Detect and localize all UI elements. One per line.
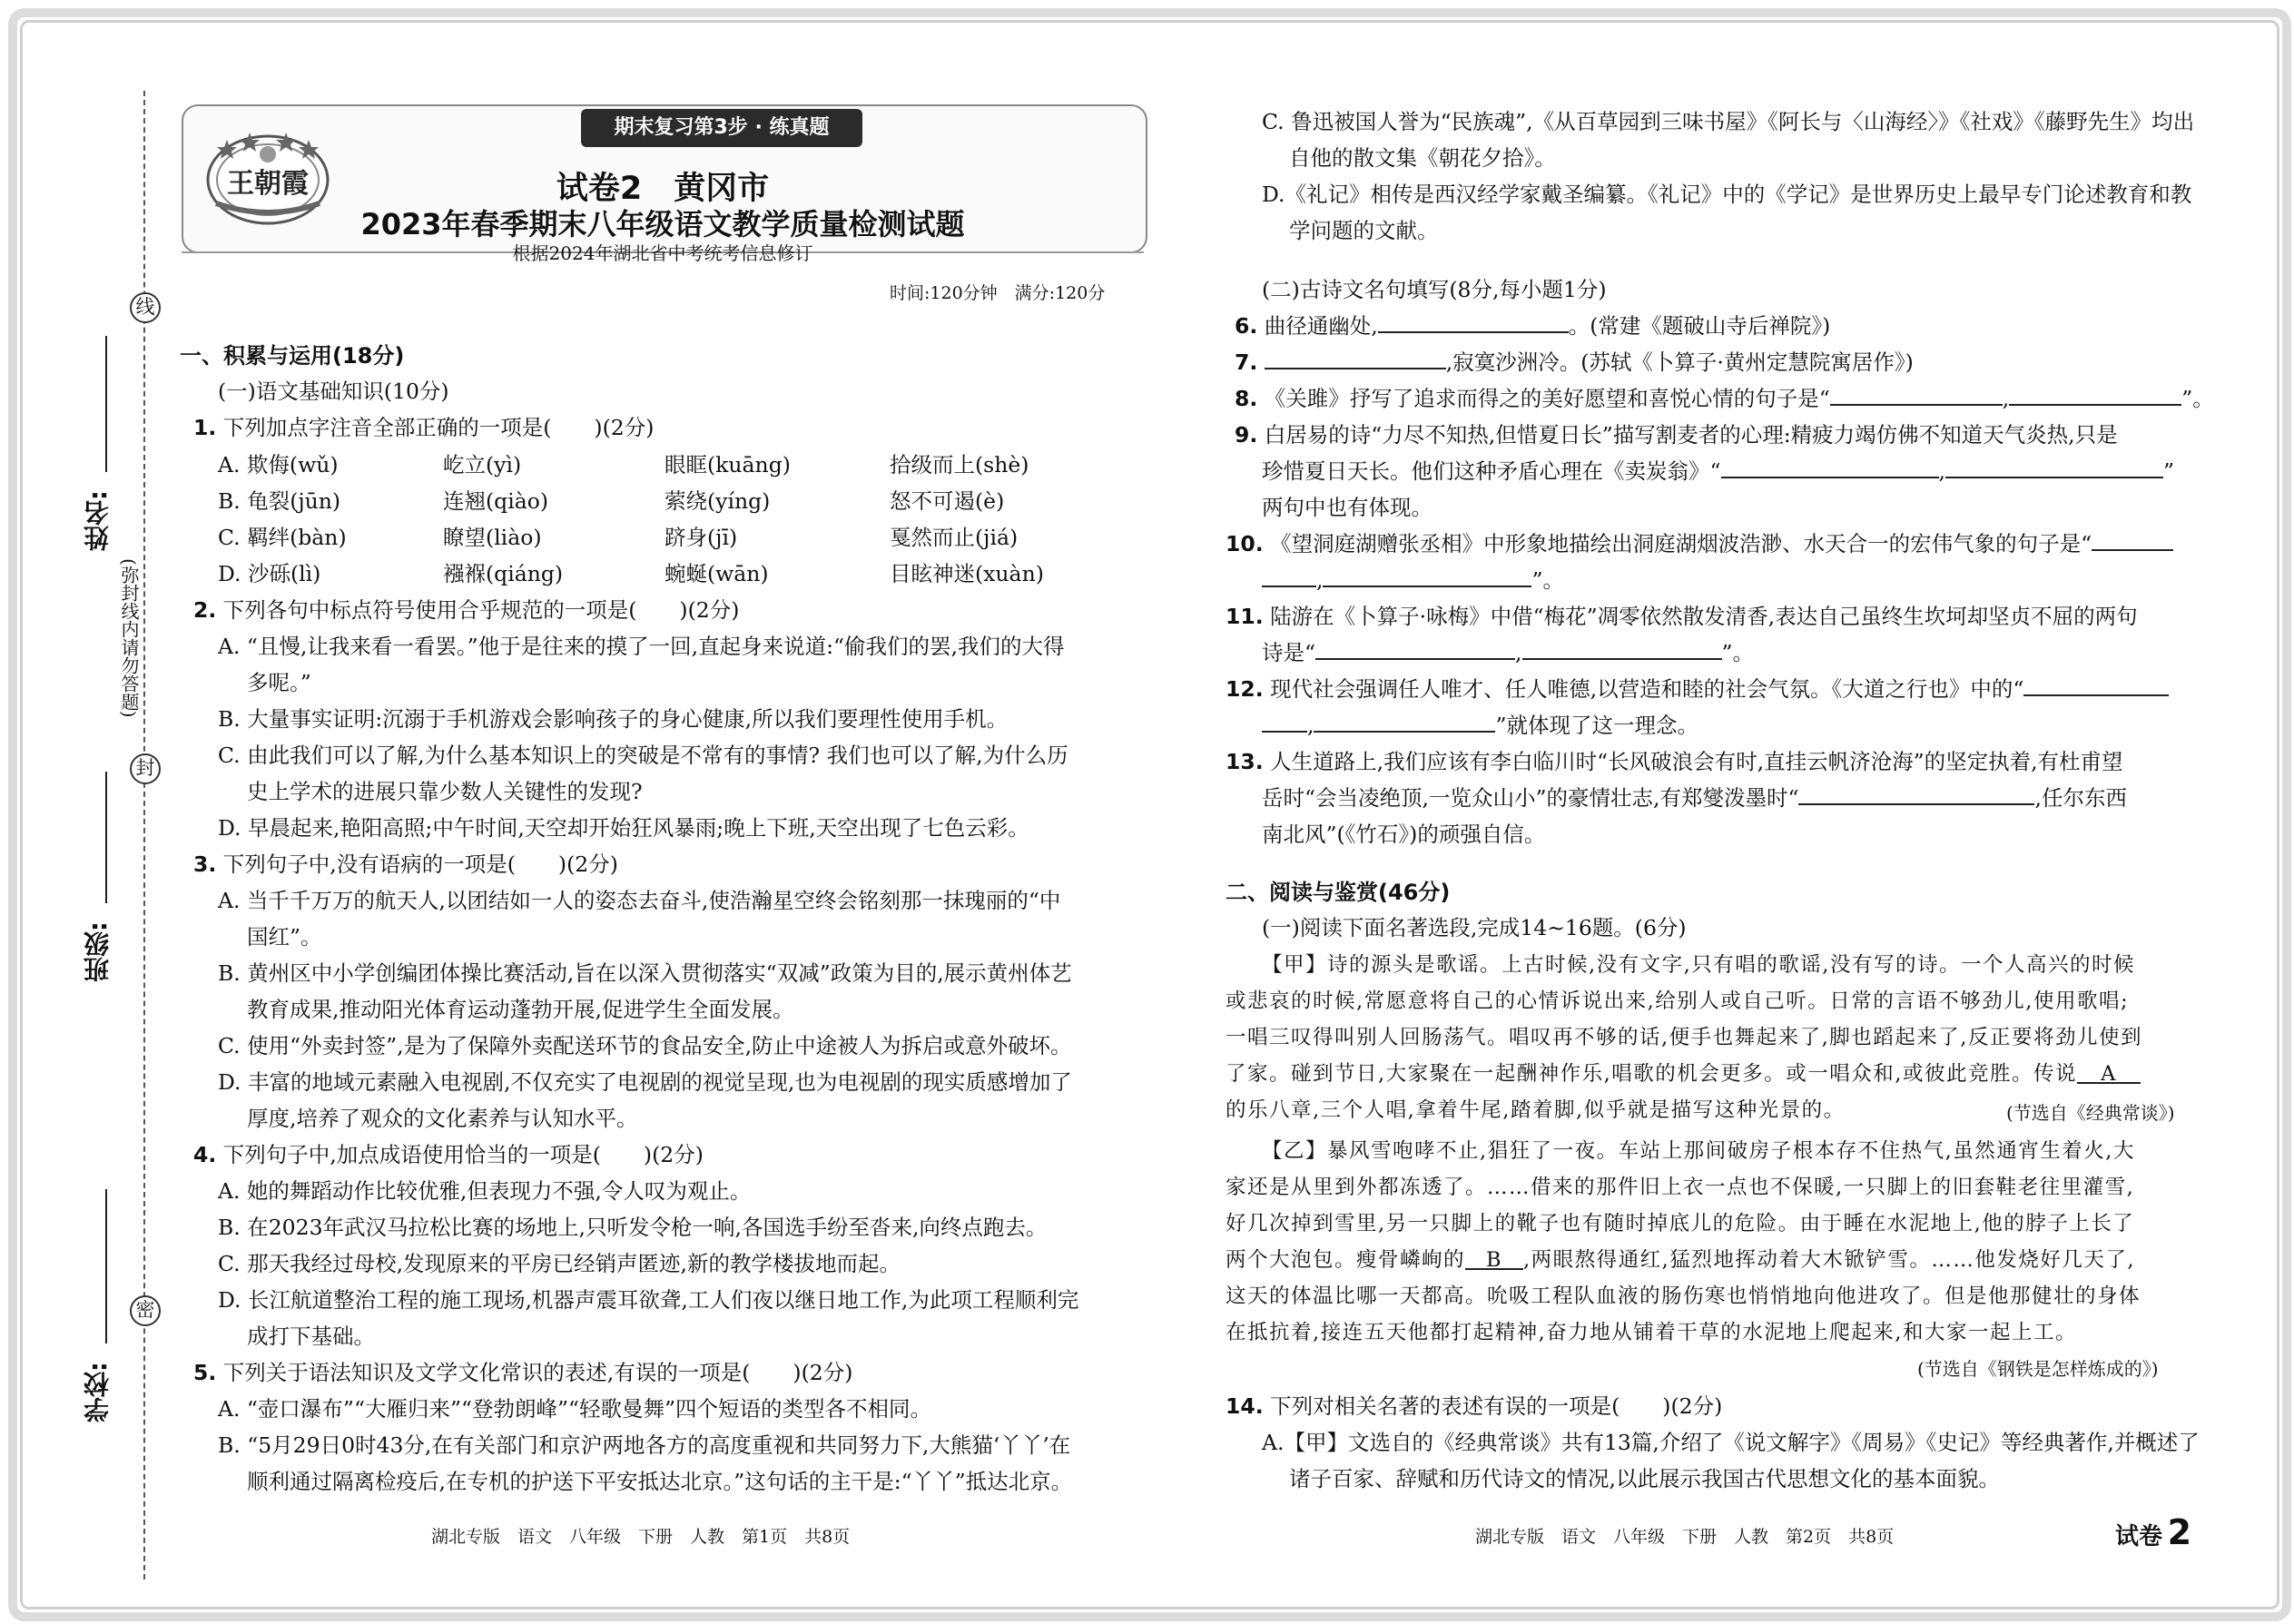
q10-number: 10. [1226, 531, 1264, 556]
question-3 [193, 847, 618, 878]
question-2 [193, 593, 739, 624]
q3-stem: 下列句子中,没有语病的一项是( )(2分) [222, 851, 618, 877]
q11-blank-1[interactable] [1315, 638, 1515, 660]
q5-option-b: B. “5月29日0时43分,在有关部门和京沪两地各方的高度重视和共同努力下,大熊猫‘丫丫’在 [218, 1432, 1071, 1458]
q12-line-2 [1262, 708, 1698, 739]
q10-line-2 [1262, 563, 1564, 594]
q11-blank-2[interactable] [1522, 638, 1722, 660]
q4-option-a: A. 她的舞蹈动作比较优雅,但表现力不强,令人叹为观止。 [218, 1178, 752, 1204]
q3-option-d: D. 丰富的地域元素融入电视剧,不仅充实了电视剧的视觉呈现,也为电视剧的现实质感增加了 [218, 1069, 1072, 1095]
passage-jia-line: 的乐八章,三个人唱,拿着牛尾,踏着脚,似乎就是描写这种光景的。 [1226, 1098, 1846, 1122]
q6-text: 曲径通幽处, [1264, 313, 1378, 339]
q1-option-cell: 萦绕(yíng) [665, 488, 771, 514]
q4-option-c: C. 那天我经过母校,发现原来的平房已经销声匿迹,新的教学楼拔地而起。 [218, 1251, 901, 1276]
footer-right: 湖北专版 语文 八年级 下册 人教 第2页 共8页 [1475, 1527, 1895, 1547]
subsection-3-heading: (一)阅读下面名著选段,完成14~16题。(6分) [1262, 915, 1687, 940]
q13-line-3: 南北风”(《竹石》)的顽强自信。 [1262, 822, 1546, 847]
q7-blank[interactable] [1265, 348, 1446, 369]
q10-text: 《望洞庭湖赠张丞相》中形象地描绘出洞庭湖烟波浩渺、水天合一的宏伟气象的句子是“ [1270, 531, 2092, 556]
q3-option-a: A. 当千千万万的航天人,以团结如一人的姿态去奋斗,使浩瀚星空终会铭刻那一抹瑰丽的“中 [218, 888, 1061, 913]
question-12 [1226, 672, 2169, 703]
badge-label: 试卷 [2115, 1523, 2163, 1550]
q8-comma: , [2002, 386, 2010, 411]
q5-stem: 下列关于语法知识及文学文化常识的表述,有误的一项是( )(2分) [222, 1360, 853, 1385]
paper-subtitle: 2023年春季期末八年级语文教学质量检测试题 [360, 207, 965, 241]
q1-option-cell: 襁褓(qiáng) [443, 561, 564, 586]
q11-number: 11. [1226, 604, 1264, 629]
passage-yi-text: 两个大泡包。瘦骨嶙峋的 [1226, 1248, 1466, 1272]
q5-option-c-cont: 自他的散文集《朝花夕拾》。 [1289, 145, 1556, 171]
passage-blank-a: A [2077, 1062, 2141, 1084]
q1-option-cell: 蜿蜒(wān) [665, 561, 769, 586]
q9-number: 9. [1235, 422, 1258, 448]
q4-option-d: D. 长江航道整治工程的施工现场,机器声震耳欲聋,工人们夜以继日地工作,为此项工程顺利完 [218, 1287, 1079, 1313]
q2-stem: 下列各句中标点符号使用合乎规范的一项是( )(2分) [222, 597, 740, 623]
q10-comma: , [1316, 567, 1324, 593]
q5-option-d: D.《礼记》相传是西汉经学家戴圣编纂。《礼记》中的《学记》是世界历史上最早专门论述教育和教 [1262, 182, 2192, 207]
question-14 [1226, 1389, 1722, 1420]
q3-option-b-cont: 教育成果,推动阳光体育运动蓬勃开展,促进学生全面发展。 [247, 997, 794, 1022]
q12-comma: , [1307, 713, 1314, 738]
q9-text: 白居易的诗“力尽不知热,但惜夏日长”描写割麦者的心理:精疲力竭仿佛不知道天气炎热,只是 [1264, 422, 2118, 448]
subsection-2-heading: (二)古诗文名句填写(8分,每小题1分) [1262, 277, 1607, 302]
q1-option-cell: 跻身(jī) [665, 525, 738, 550]
q11-comma: , [1515, 640, 1522, 665]
q1-option-cell: 瞭望(liào) [443, 525, 542, 550]
q5-number: 5. [193, 1360, 217, 1385]
passage-jia-line: 【甲】诗的源头是歌谣。上古时候,没有文字,只有唱的歌谣,没有写的诗。一个人高兴的时候 [1262, 953, 2135, 977]
passage-yi-line [1226, 1244, 2135, 1273]
q1-stem: 下列加点字注音全部正确的一项是( )(2分) [222, 415, 655, 440]
q3-number: 3. [193, 851, 217, 877]
q2-number: 2. [193, 597, 217, 623]
q11-line-2 [1262, 635, 1754, 666]
seal-mark-mi: 密 [130, 1295, 161, 1326]
question-4 [193, 1137, 704, 1168]
q9-end: ” [2163, 458, 2175, 484]
q4-number: 4. [193, 1142, 217, 1167]
question-5 [193, 1355, 852, 1386]
q13-number: 13. [1226, 749, 1264, 774]
class-field[interactable] [105, 772, 107, 903]
seal-mark-feng: 封 [130, 753, 161, 784]
q12-blank-1a[interactable] [2023, 674, 2169, 696]
q2-option-c: C. 由此我们可以了解,为什么基本知识上的突破是不常有的事情? 我们也可以了解,为什么历 [218, 743, 1068, 768]
q1-number: 1. [193, 415, 217, 440]
passage-jia-line [1226, 1058, 2141, 1087]
section-1-heading: 一、积累与运用(18分) [180, 343, 405, 369]
question-1 [193, 410, 654, 441]
q14-option-a: A.【甲】文选自的《经典常谈》共有13篇,介绍了《说文解字》《周易》《史记》等经典著作,并概述了 [1262, 1430, 2200, 1455]
q12-number: 12. [1226, 676, 1264, 702]
q11-text-2: 诗是“ [1262, 640, 1316, 665]
question-10 [1226, 527, 2173, 557]
footer-left: 湖北专版 语文 八年级 下册 人教 第1页 共8页 [431, 1527, 851, 1547]
q5-option-c: C. 鲁迅被国人誉为“民族魂”,《从百草园到三味书屋》《阿长与〈山海经〉》《社戏》《藤野先生》均出 [1262, 109, 2195, 134]
q14-stem: 下列对相关名著的表述有误的一项是( )(2分) [1270, 1393, 1723, 1419]
q6-blank[interactable] [1378, 311, 1569, 333]
question-7 [1235, 345, 1914, 376]
passage-jia-line: 或悲哀的时候,常愿意将自己的心情诉说出来,给别人或自己听。日常的言语不够劲儿,使用歌唱; [1226, 989, 2130, 1013]
q1-option-cell: 拾级而上(shè) [890, 452, 1029, 477]
q1-option-row: A. 欺侮(wǔ) [218, 452, 339, 477]
q9-line-3: 两句中也有体现。 [1262, 495, 1433, 520]
q8-end: ”。 [2181, 386, 2214, 411]
q9-comma: , [1938, 458, 1945, 484]
class-label: 班级: [83, 921, 113, 983]
passage-jia-text: 了家。碰到节日,大家聚在一起酬神作乐,唱歌的机会更多。或一唱众和,或彼此竞胜。传说 [1226, 1062, 2077, 1086]
q8-blank-1[interactable] [1830, 384, 2003, 406]
name-label: 姓名: [83, 490, 113, 552]
q1-option-row: C. 羁绊(bàn) [218, 525, 347, 550]
seal-note: (弥封线内请勿答题) [118, 558, 140, 718]
q13-blank[interactable] [1798, 783, 2034, 805]
q1-option-cell: 屹立(yì) [443, 452, 522, 477]
q10-end: ”。 [1531, 567, 1564, 593]
passage-jia-line: 一唱三叹得叫别人回肠荡气。唱叹再不够的话,便手也舞起来了,脚也蹈起来了,反正要将劲儿使到 [1226, 1026, 2142, 1049]
q9-blank-1[interactable] [1721, 457, 1939, 478]
seal-mark-xian: 线 [130, 292, 161, 323]
q4-option-d-cont: 成打下基础。 [247, 1324, 375, 1349]
q9-line-2 [1262, 454, 2174, 485]
school-field[interactable] [105, 1189, 107, 1343]
q12-end: ”就体现了这一理念。 [1495, 713, 1698, 738]
q3-option-c: C. 使用“外卖封签”,是为了保障外卖配送环节的食品安全,防止中途被人为拆启或意外破坏。 [218, 1033, 1072, 1058]
q1-option-cell: 眼眶(kuāng) [665, 452, 791, 477]
q13-text: 人生道路上,我们应该有李白临川时“长风破浪会有时,直挂云帆济沧海”的坚定执着,有杜甫望 [1270, 749, 2123, 774]
q14-option-a-cont: 诸子百家、辞赋和历代诗文的情况,以此展示我国古代思想文化的基本面貌。 [1289, 1466, 2000, 1491]
q6-number: 6. [1235, 313, 1258, 339]
revision-note: 根据2024年湖北省中考统考信息修订 [512, 242, 813, 264]
q2-option-b: B. 大量事实证明:沉溺于手机游戏会影响孩子的身心健康,所以我们要理性使用手机。 [218, 706, 1009, 732]
q10-blank-1b[interactable] [1262, 566, 1316, 587]
section-2-heading: 二、阅读与鉴赏(46分) [1226, 880, 1451, 905]
q1-option-row: D. 沙砾(lì) [218, 561, 321, 586]
q1-option-row: B. 龟裂(jūn) [218, 488, 341, 514]
q1-option-cell: 目眩神迷(xuàn) [890, 561, 1044, 586]
question-13 [1226, 744, 2123, 775]
time-info: 时间:120分钟 满分:120分 [890, 283, 1106, 303]
passage-jia-source: (节选自《经典常谈》) [2006, 1102, 2175, 1124]
q13-text-3: ,任尔东西 [2034, 785, 2127, 811]
q1-option-cell: 戛然而止(jiá) [890, 525, 1019, 550]
q3-option-d-cont: 厚度,培养了观众的文化素养与认知水平。 [247, 1106, 638, 1131]
q6-source: 。(常建《题破山寺后禅院》) [1568, 313, 1831, 339]
q8-text: 《关雎》抒写了追求而得之的美好愿望和喜悦心情的句子是“ [1264, 386, 1830, 411]
q5-option-d-cont: 学问题的文献。 [1289, 218, 1439, 243]
q9-text-2: 珍惜夏日天长。他们这种矛盾心理在《卖炭翁》“ [1262, 458, 1721, 484]
q7-text: ,寂寞沙洲冷。(苏轼《卜算子·黄州定慧院寓居作》) [1445, 349, 1914, 375]
question-6 [1235, 309, 1830, 340]
passage-blank-b: B [1465, 1248, 1523, 1270]
paper-title: 试卷2 黄冈市 [556, 171, 770, 207]
q9-blank-2[interactable] [1945, 457, 2163, 478]
passage-yi-source: (节选自《钢铁是怎样炼成的》) [1917, 1358, 2159, 1380]
q1-option-cell: 怒不可遏(è) [890, 488, 1005, 514]
q12-blank-2[interactable] [1314, 711, 1495, 733]
q12-blank-1b[interactable] [1262, 711, 1307, 733]
q10-blank-1a[interactable] [2092, 529, 2173, 551]
q11-text: 陆游在《卜算子·咏梅》中借“梅花”凋零依然散发清香,表达自己虽终生坎坷却坚贞不屈的两句 [1270, 604, 2138, 629]
question-9 [1235, 418, 2118, 448]
passage-yi-line: 【乙】暴风雪咆哮不止,猖狂了一夜。车站上那间破房子根本存不住热气,虽然通宵生着火,大 [1262, 1139, 2135, 1163]
q1-option-cell: 连翘(qiào) [443, 488, 549, 514]
q8-number: 8. [1235, 386, 1258, 411]
q5-option-b-cont: 顺利通过隔离检疫后,在专机的护送下平安抵达北京。”这句话的主干是:“丫丫”抵达北京。 [247, 1469, 1073, 1494]
paper-badge [2115, 1512, 2191, 1552]
passage-yi-text-2: ,两眼熬得通红,猛烈地挥动着大木锨铲雪。……他发烧好几天了, [1523, 1248, 2135, 1272]
q3-option-a-cont: 国红”。 [247, 924, 322, 950]
q13-line-2 [1262, 781, 2127, 812]
q3-option-b: B. 黄州区中小学创编团体操比赛活动,旨在以深入贯彻落实“双减”政策为目的,展示黄州体艺 [218, 960, 1072, 986]
passage-yi-line: 家还是从里到外都冻透了。……借来的那件旧上衣一点也不保暖,一只脚上的旧套鞋老往里灌雪, [1226, 1176, 2135, 1199]
q2-option-a-cont: 多呢。” [247, 670, 311, 695]
badge-number: 2 [2167, 1512, 2192, 1552]
q2-option-a: A. “且慢,让我来看一看罢。”他于是往来的摸了一回,直起身来说道:“偷我们的罢,我们的大得 [218, 634, 1065, 659]
q8-blank-2[interactable] [2009, 384, 2181, 406]
q10-blank-2[interactable] [1323, 566, 1531, 587]
q4-option-b: B. 在2023年武汉马拉松比赛的场地上,只听发令枪一响,各国选手纷至沓来,向终点跑去。 [218, 1215, 1048, 1240]
review-banner: 期末复习第3步 · 练真题 [581, 109, 862, 147]
logo-text: 王朝霞 [227, 168, 309, 200]
question-11 [1226, 599, 2138, 630]
passage-yi-line: 在抵抗着,接连五天他都打起精神,奋力地从铺着干草的水泥地上爬起来,和大家一起上工。 [1226, 1321, 2077, 1344]
passage-yi-line: 好几次掉到雪里,另一只脚上的靴子也有随时掉底儿的危险。由于睡在水泥地上,他的脖子上长了 [1226, 1212, 2135, 1235]
school-label: 学校: [83, 1362, 113, 1423]
q2-option-d: D. 早晨起来,艳阳高照;中午时间,天空却开始狂风暴雨;晚上下班,天空出现了七色云彩。 [218, 815, 1029, 841]
q11-end: ”。 [1721, 640, 1755, 665]
q2-option-c-cont: 史上学术的进展只靠少数人关键性的发现? [247, 779, 643, 804]
q13-text-2: 岳时“会当凌绝顶,一览众山小”的豪情壮志,有郑燮泼墨时“ [1262, 785, 1799, 811]
question-8 [1235, 381, 2214, 412]
name-field[interactable] [105, 336, 107, 472]
q7-number: 7. [1235, 349, 1258, 375]
passage-yi-line: 这天的体温比哪一天都高。吮吸工程队血液的肠伤寒也悄悄地向他进攻了。但是他那健壮的身体 [1226, 1284, 2141, 1308]
q5-option-a: A. “壶口瀑布”“大雁归来”“登勃朗峰”“轻歌曼舞”四个短语的类型各不相同。 [218, 1396, 932, 1422]
q12-text: 现代社会强调任人唯才、任人唯德,以营造和睦的社会气氛。《大道之行也》中的“ [1270, 676, 2024, 702]
subsection-1-heading: (一)语文基础知识(10分) [218, 379, 449, 404]
q4-stem: 下列句子中,加点成语使用恰当的一项是( )(2分) [222, 1142, 704, 1167]
q14-number: 14. [1226, 1393, 1264, 1419]
